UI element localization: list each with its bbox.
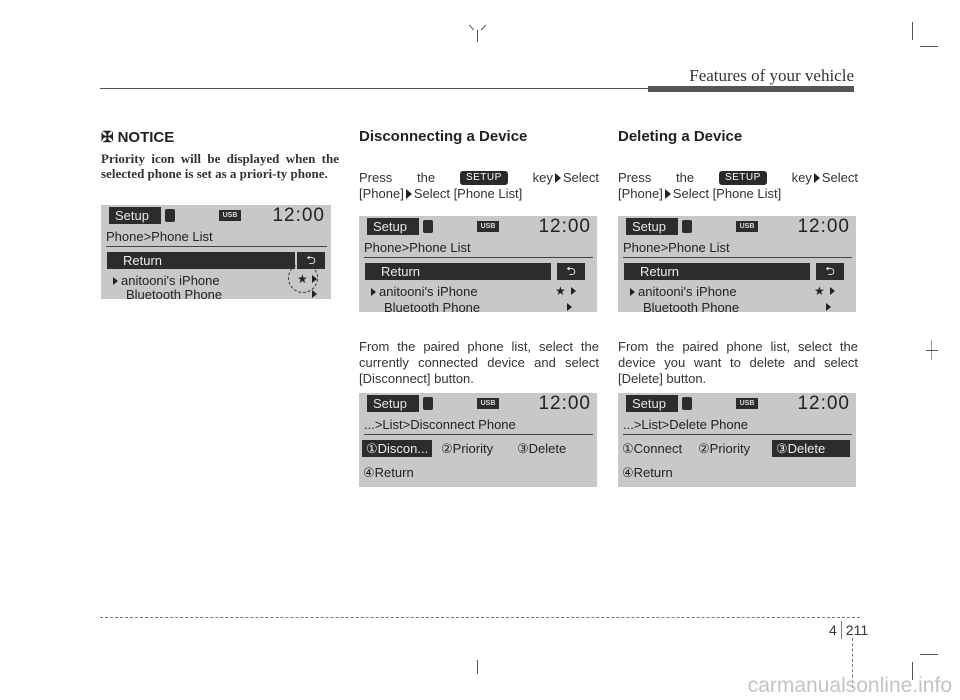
phone-item-2-label: Bluetooth Phone [126, 287, 223, 299]
screen-setup-label: Setup [109, 207, 161, 224]
phone-item-2-label: Bluetooth Phone [643, 300, 740, 312]
crop-mark-right [926, 350, 938, 351]
bluetooth-icon [682, 220, 692, 233]
disconnect-instructions [359, 170, 599, 202]
phone-list-text: Select [Phone List] [413, 186, 523, 201]
delete-description: From the paired phone list, select the device you want to delete and select [Delete] button. [618, 339, 858, 386]
disconnect-list-screen [359, 216, 597, 312]
phone-menu-text: [Phone] [359, 186, 404, 201]
screen-clock: 12:00 [272, 205, 325, 226]
screen-clock: 12:00 [538, 216, 591, 237]
screen-setup-label: Setup [626, 218, 678, 235]
arrow-right-icon [665, 189, 671, 199]
notice-title-text: NOTICE [117, 128, 175, 146]
screen-path: Phone>Phone List [623, 240, 730, 255]
notice-body: Priority icon will be displayed when the selected phone is set as a priori-ty phone. [101, 151, 339, 181]
phone-item-2[interactable] [630, 300, 739, 312]
chevron-right-icon [830, 287, 835, 295]
return-row[interactable]: Return [107, 252, 295, 269]
priority-star-icon: ★ [297, 272, 308, 286]
screen-path: Phone>Phone List [364, 240, 471, 255]
key-word: key [532, 170, 553, 185]
screen-rule [364, 257, 593, 258]
selected-arrow-icon [371, 288, 376, 296]
priority-star-icon: ★ [555, 284, 566, 298]
usb-icon: USB [477, 398, 499, 409]
header-rule [100, 88, 648, 89]
crop-mark-top [477, 30, 478, 42]
header-bar [648, 86, 854, 92]
delete-option[interactable]: ③Delete [517, 441, 567, 456]
delete-list-screen [618, 216, 856, 312]
priority-star-icon: ★ [814, 284, 825, 298]
select-word: Select [821, 170, 858, 185]
crop-mark-right-v [931, 340, 932, 360]
priority-option[interactable]: ②Priority [698, 441, 751, 456]
usb-icon: USB [477, 221, 499, 232]
arrow-right-icon [814, 173, 820, 183]
phone-list-text: Select [Phone List] [672, 186, 782, 201]
screen-clock: 12:00 [797, 216, 850, 237]
return-option[interactable]: ④Return [363, 465, 414, 480]
screen-setup-label: Setup [367, 218, 419, 235]
disconnect-options-screen [359, 393, 597, 487]
page-separator [841, 621, 842, 639]
page-number [829, 621, 868, 639]
crop-mark-top-arm2 [481, 24, 486, 30]
screen-rule [623, 434, 852, 435]
screen-clock: 12:00 [797, 393, 850, 414]
crop-mark-bottom [477, 660, 478, 674]
screen-setup-label: Setup [367, 395, 419, 412]
phone-menu-text: [Phone] [618, 186, 663, 201]
delete-option[interactable]: ③Delete [772, 440, 850, 457]
back-button[interactable]: ⮌ [816, 263, 844, 280]
phone-item-1-label: anitooni's iPhone [379, 284, 478, 299]
footer-rule [100, 617, 860, 618]
the-word: the [676, 170, 695, 185]
selected-arrow-icon [630, 288, 635, 296]
phone-item-1-label: anitooni's iPhone [121, 273, 220, 288]
page-number-value: 211 [845, 622, 869, 638]
priority-option[interactable]: ②Priority [441, 441, 494, 456]
screen-rule [106, 246, 327, 247]
crop-mark-bottom-right-h [920, 654, 938, 655]
phone-item-1-label: anitooni's iPhone [638, 284, 737, 299]
bluetooth-icon [423, 397, 433, 410]
selected-arrow-icon [113, 277, 118, 285]
screen-path: Phone>Phone List [106, 229, 213, 244]
priority-highlight-circle [288, 263, 318, 293]
arrow-right-icon [555, 173, 561, 183]
disconnect-option[interactable]: ①Discon... [362, 440, 432, 457]
back-button[interactable]: ⮌ [297, 252, 325, 269]
screen-setup-label: Setup [626, 395, 678, 412]
back-button[interactable]: ⮌ [557, 263, 585, 280]
bluetooth-icon [423, 220, 433, 233]
watermark: carmanualsonline.info [747, 674, 952, 697]
chapter-number: 4 [829, 622, 837, 638]
arrow-right-icon [406, 189, 412, 199]
chevron-right-icon [312, 290, 317, 298]
usb-icon: USB [736, 221, 758, 232]
chevron-right-icon [826, 303, 831, 311]
bluetooth-icon [165, 209, 175, 222]
delete-instructions [618, 170, 858, 202]
disconnect-title: Disconnecting a Device [359, 128, 528, 145]
delete-section [618, 128, 858, 202]
screen-rule [623, 257, 852, 258]
phone-item-1[interactable] [630, 284, 737, 300]
phone-item-2-label: Bluetooth Phone [384, 300, 481, 312]
press-word: Press [618, 170, 652, 185]
screen-rule [364, 434, 593, 435]
connect-option[interactable]: ①Connect [622, 441, 683, 456]
crop-mark-top-arm [469, 24, 474, 30]
return-option[interactable]: ④Return [622, 465, 673, 480]
select-word: Select [562, 170, 599, 185]
phone-item-1[interactable] [371, 284, 478, 300]
press-word: Press [359, 170, 393, 185]
usb-icon: USB [736, 398, 758, 409]
phone-item-2[interactable] [113, 289, 222, 299]
setup-key-badge: SETUP [719, 171, 767, 185]
usb-icon: USB [219, 210, 241, 221]
header-title: Features of your vehicle [689, 66, 854, 85]
return-row[interactable]: Return [624, 263, 810, 280]
cross-icon: ✠ [101, 129, 114, 146]
key-word: key [791, 170, 812, 185]
the-word: the [417, 170, 436, 185]
bluetooth-icon [682, 397, 692, 410]
phone-item-2[interactable] [371, 300, 480, 312]
crop-mark-top-right-h [920, 46, 938, 47]
return-row[interactable]: Return [365, 263, 551, 280]
disconnect-description: From the paired phone list, select the currently connected device and select [Disconnect] button. [359, 339, 599, 386]
crop-mark-top-right-v [912, 22, 913, 40]
notice-screen [101, 205, 331, 299]
screen-clock: 12:00 [538, 393, 591, 414]
chevron-right-icon [571, 287, 576, 295]
disconnect-section [359, 128, 599, 202]
screen-path: ...>List>Disconnect Phone [364, 417, 516, 432]
delete-title: Deleting a Device [618, 128, 743, 145]
screen-path: ...>List>Delete Phone [623, 417, 749, 432]
setup-key-badge: SETUP [460, 171, 508, 185]
notice-title [101, 128, 174, 146]
chevron-right-icon [567, 303, 572, 311]
delete-options-screen [618, 393, 856, 487]
